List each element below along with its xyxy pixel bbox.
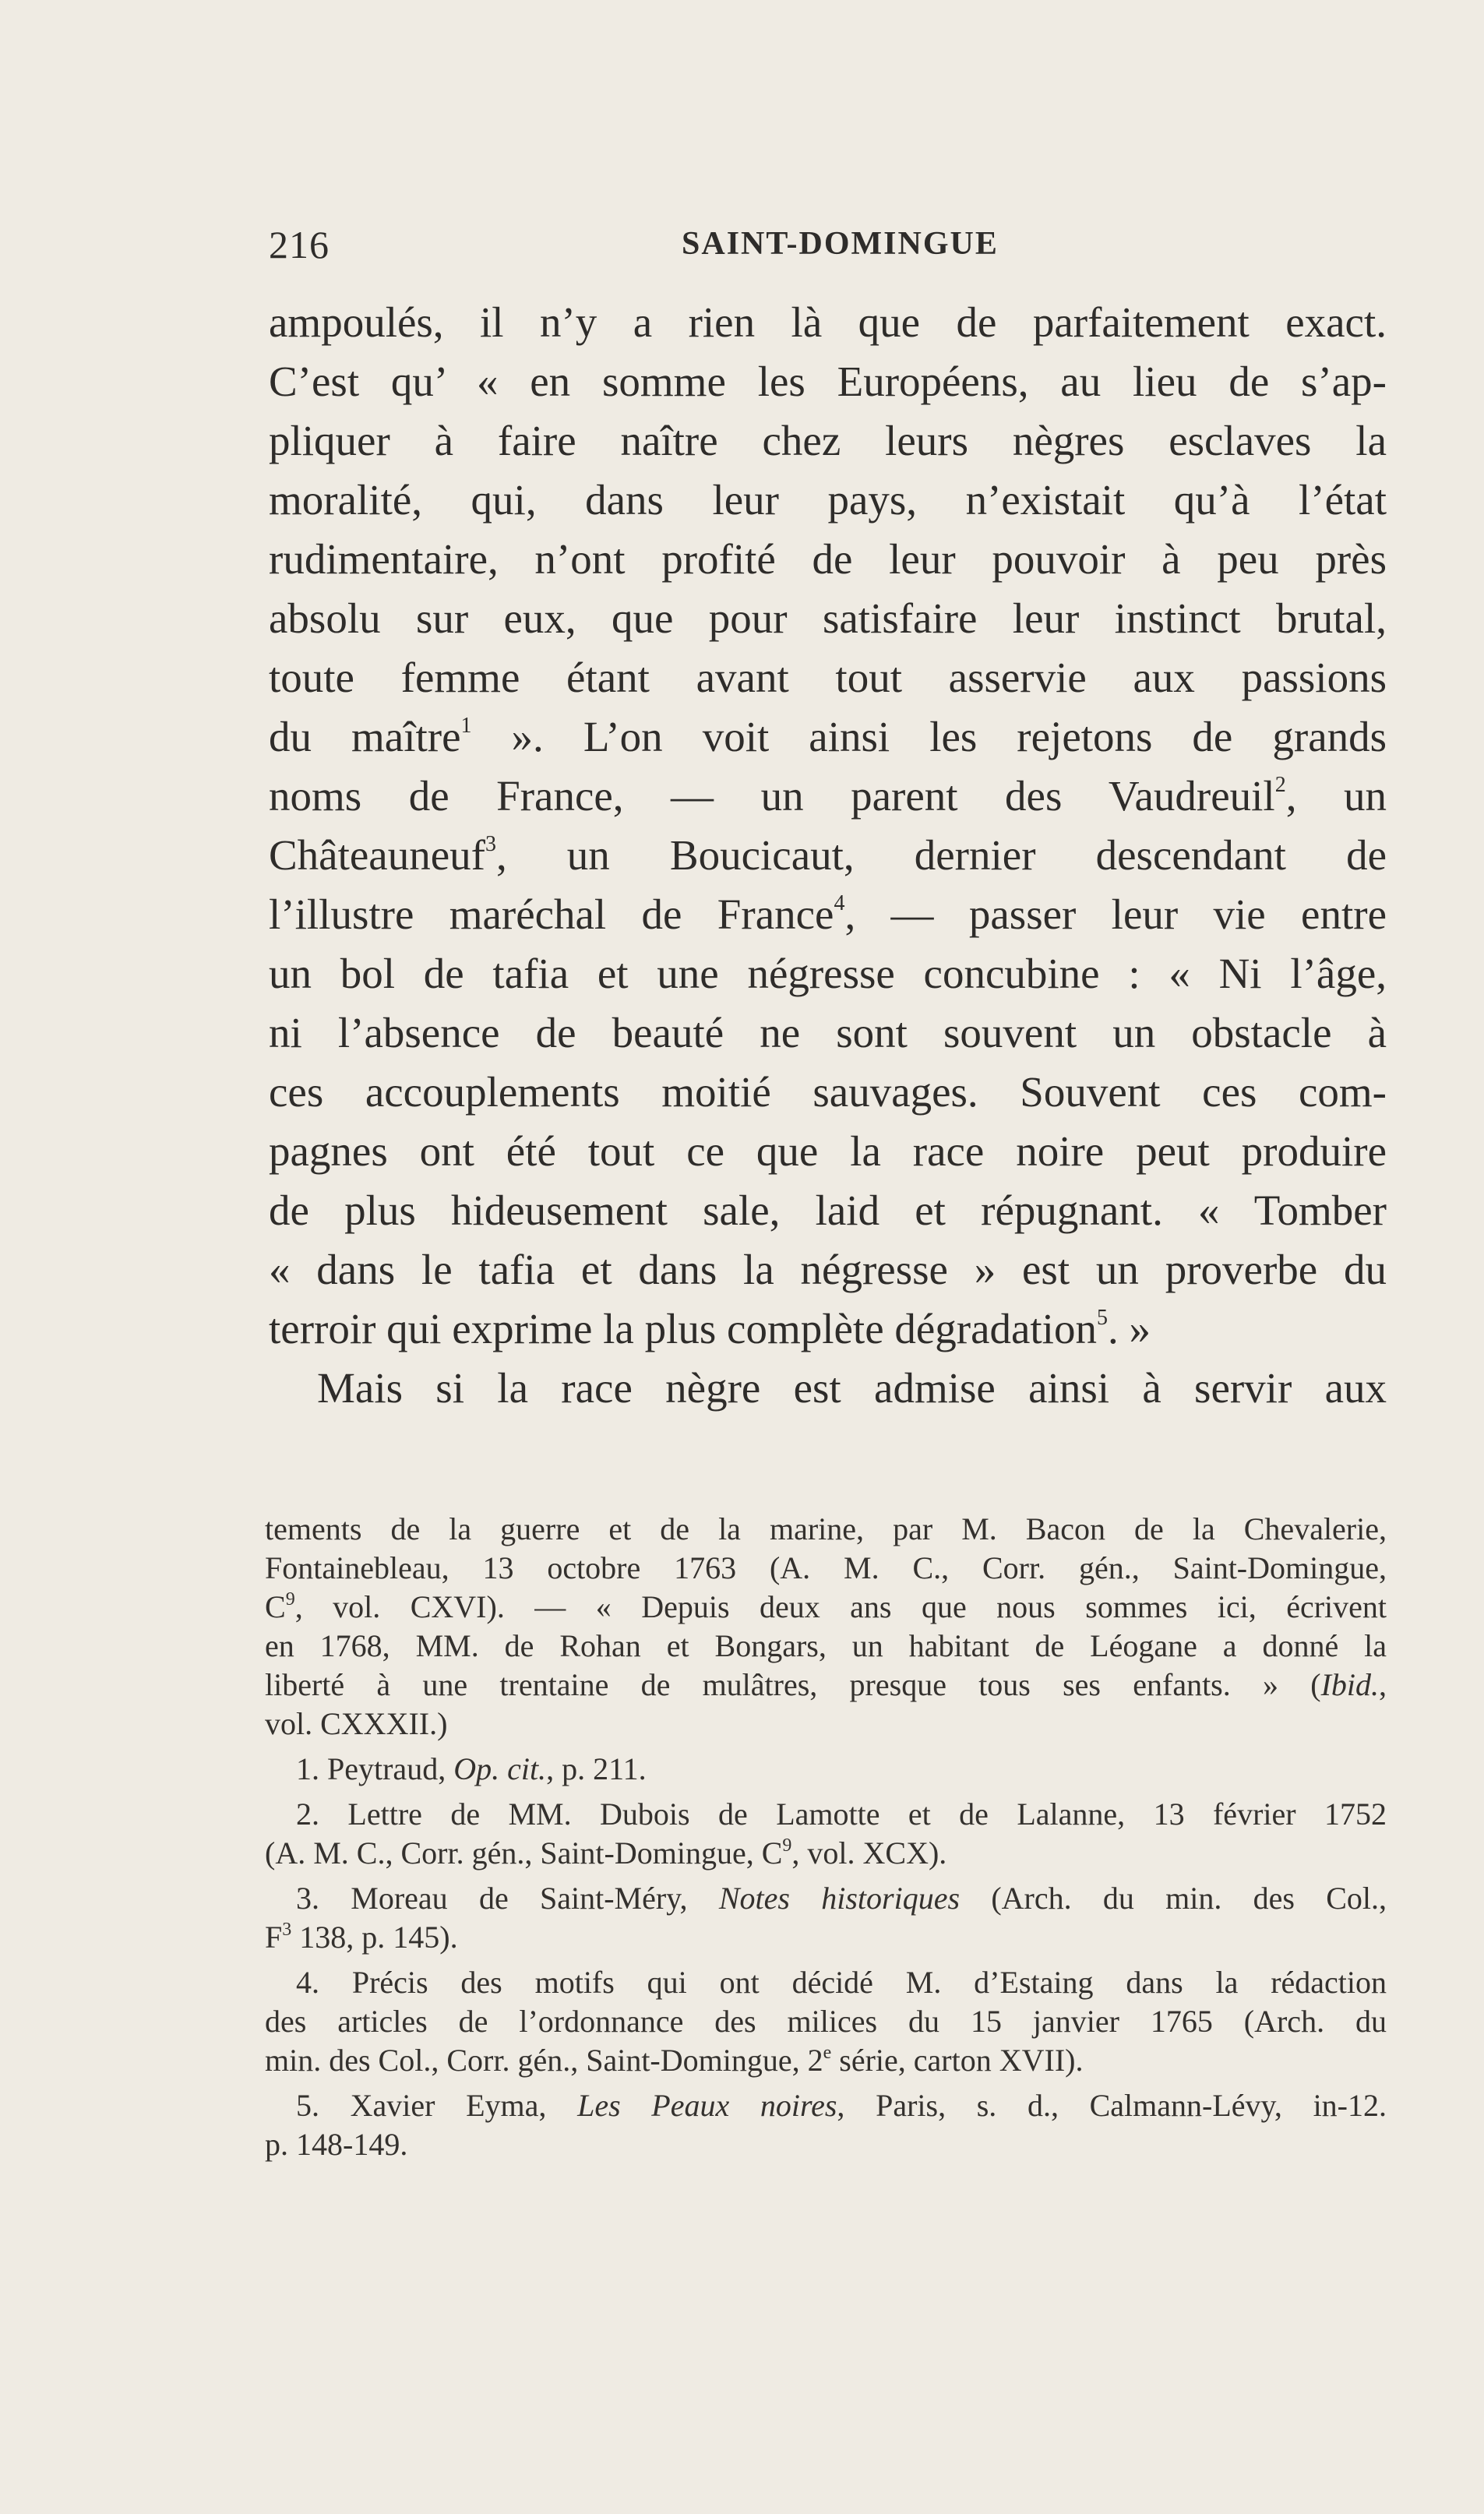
text-fragment: 3. Moreau de Saint-Méry,: [296, 1881, 688, 1916]
text-line: [269, 826, 1387, 885]
text-line: rudimentaire, n’ont profité de leur pouvoir à peu près: [269, 535, 1387, 583]
text-line: C’est qu’ « en somme les Européens, au lieu de s’ap-: [269, 358, 1387, 405]
text-fragment: du maître: [269, 713, 461, 760]
text-fragment: . »: [1107, 1305, 1151, 1352]
text-fragment: série, carton XVII).: [831, 2043, 1084, 2078]
text-line: toute femme étant avant tout asservie aux passions: [269, 654, 1387, 701]
page-header: [269, 222, 1383, 269]
text-fragment: , Paris, s. d., Calmann-Lévy, in-12.: [837, 2088, 1387, 2123]
text-fragment: , un: [1285, 772, 1387, 820]
text-fragment: Peytraud,: [327, 1751, 446, 1786]
footnote-ref-2: 2: [1274, 773, 1286, 797]
text-fragment: C: [265, 1589, 286, 1624]
text-fragment: vol. CXVI). — « Depuis deux ans que nous sommes ici, écrivent: [333, 1589, 1387, 1624]
text-line: [269, 885, 1387, 944]
superscript: 9: [285, 1589, 295, 1610]
text-fragment: , p. 211.: [546, 1751, 647, 1786]
footnote-line: [265, 1666, 1387, 1705]
text-fragment: l’illustre maréchal de France: [269, 890, 834, 938]
footnote-ref-1: 1: [460, 714, 472, 738]
footnote-2: 2. Lettre de MM. Dubois de Lamotte et de Lalanne, 13 février 1752: [296, 1796, 1387, 1832]
footnote-ref-5: 5: [1096, 1306, 1108, 1330]
text-line: un bol de tafia et une négresse concubine : « Ni l’âge,: [269, 950, 1387, 997]
text-fragment: Châteauneuf: [269, 831, 485, 879]
footnote-2-cont: [265, 1834, 1387, 1873]
footnote-line: en 1768, MM. de Rohan et Bongars, un habitant de Léogane a donné la: [265, 1628, 1387, 1663]
text-line: ni l’absence de beauté ne sont souvent un obstacle à: [269, 1009, 1387, 1056]
text-fragment: Op. cit.: [453, 1751, 547, 1786]
footnote-number: 1.: [296, 1751, 319, 1786]
footnote-line: Fontainebleau, 13 octobre 1763 (A. M. C., Corr. gén., Saint-Domingue,: [265, 1550, 1387, 1585]
text-line: « dans le tafia et dans la négresse » est un proverbe du: [269, 1246, 1387, 1293]
footnote-line: vol. CXXXII.): [265, 1706, 448, 1741]
text-line: ces accouplements moitié sauvages. Souvent ces com-: [269, 1068, 1387, 1116]
footnote-ref-3: 3: [485, 832, 496, 856]
text-fragment: 138, p. 145).: [291, 1920, 458, 1955]
text-line: de plus hideusement sale, laid et répugnant. « Tomber: [269, 1186, 1387, 1234]
text-line: absolu sur eux, que pour satisfaire leur instinct brutal,: [269, 594, 1387, 642]
main-text: [269, 293, 1387, 1418]
footnote-4: 4. Précis des motifs qui ont décidé M. d’Estaing dans la rédaction: [296, 1965, 1387, 2000]
footnote-4-cont: des articles de l’ordonnance des milices du 15 janvier 1765 (Arch. du: [265, 2004, 1387, 2039]
text-line: ampoulés, il n’y a rien là que de parfaitement exact.: [269, 298, 1387, 346]
superscript: 9: [782, 1835, 792, 1856]
ibid-ref: Ibid.: [1320, 1667, 1379, 1702]
text-line: pliquer à faire naître chez leurs nègres esclaves la: [269, 417, 1387, 464]
footnote-3: [265, 1879, 1387, 1918]
text-fragment: ,: [1379, 1667, 1387, 1702]
text-fragment: liberté à une trentaine de mulâtres, presque tous ses enfants. » (: [265, 1667, 1321, 1702]
text-fragment: min. des Col., Corr. gén., Saint-Domingue, 2: [265, 2043, 823, 2078]
footnote-1: [265, 1750, 1387, 1789]
text-fragment: , vol. XCX).: [791, 1835, 947, 1871]
footnote-line: tements de la guerre et de la marine, par M. Bacon de la Chevalerie,: [265, 1511, 1387, 1546]
text-fragment: , un Boucicaut, dernier descendant de: [495, 831, 1387, 879]
text-fragment: (A. M. C., Corr. gén., Saint-Domingue, C: [265, 1835, 783, 1871]
footnote-line: $C^9$, vol. CXVI). — « Depuis deux ans que nous sommes ici, écrivent: [265, 1589, 1387, 1624]
footnote-ref-4: 4: [834, 891, 845, 915]
text-line: [269, 707, 1387, 767]
text-fragment: Notes historiques: [718, 1881, 961, 1916]
text-line: [269, 767, 1387, 826]
footnote-5-cont: p. 148-149.: [265, 2127, 408, 2162]
text-fragment: Les Peaux noires: [577, 2088, 837, 2123]
footnote-3-cont: [265, 1918, 1387, 1957]
page-number: 216: [269, 223, 330, 266]
text-line: Mais si la race nègre est admise ainsi à servir aux: [317, 1364, 1387, 1412]
text-fragment: terroir qui exprime la plus complète dégradation: [269, 1305, 1097, 1352]
text-line: [269, 1299, 1387, 1359]
text-fragment: ». L’on voit ainsi les rejetons de grands: [471, 713, 1387, 760]
footnote-5: [265, 2086, 1387, 2125]
text-fragment: , — passer leur vie entre: [844, 890, 1387, 938]
footnote-4-cont: [265, 2041, 1387, 2080]
text-fragment: (Arch. du min. des Col.,: [991, 1881, 1387, 1916]
text-fragment: F: [265, 1920, 283, 1955]
running-head: SAINT-DOMINGUE: [682, 226, 999, 262]
text-line: moralité, qui, dans leur pays, n’existait qu’à l’état: [269, 476, 1387, 524]
text-fragment: noms de France, — un parent des Vaudreuil: [269, 772, 1275, 820]
superscript: e: [823, 2043, 832, 2063]
footnotes: [265, 1510, 1387, 2164]
text-line: pagnes ont été tout ce que la race noire peut produire: [269, 1127, 1387, 1175]
text-fragment: 5. Xavier Eyma,: [296, 2088, 547, 2123]
superscript: 3: [282, 1920, 292, 1940]
